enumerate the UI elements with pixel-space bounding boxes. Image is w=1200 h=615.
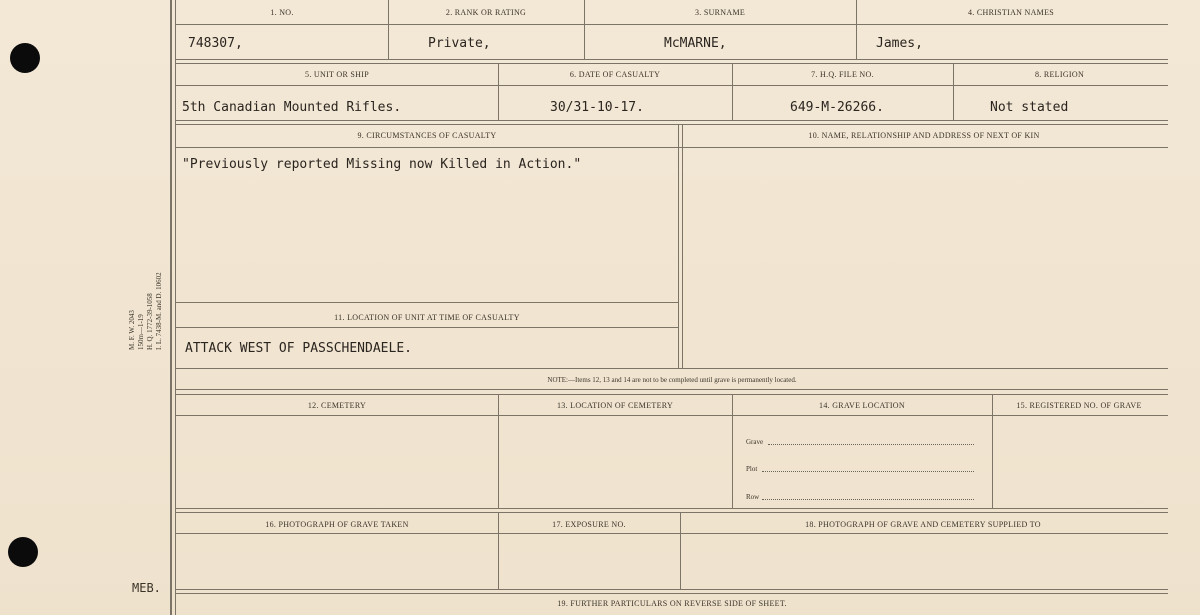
rule [176, 85, 1168, 86]
rule [176, 147, 1168, 148]
value-christian-names: James, [876, 36, 923, 51]
note-text: NOTE:—Items 12, 13 and 14 are not to be completed until grave is permanently located. [547, 376, 797, 384]
margin-line [170, 0, 172, 615]
printer-imprint [128, 270, 164, 350]
rule [176, 124, 1168, 125]
rule [176, 593, 1168, 594]
header-next-of-kin: 10. NAME, RELATIONSHIP AND ADDRESS OF NEXT OF KIN [808, 131, 1040, 140]
rule [498, 394, 499, 508]
rule [992, 394, 993, 508]
rule [176, 589, 1168, 590]
header-rank: 2. RANK OR RATING [445, 8, 527, 17]
imprint-line-3: H. Q. 1772-39-1058 [146, 293, 154, 350]
value-circumstances: "Previously reported Missing now Killed in Action." [182, 157, 582, 172]
footer-further-particulars: 19. FURTHER PARTICULARS ON REVERSE SIDE OF SHEET. [557, 599, 787, 608]
value-location-of-unit: ATTACK WEST OF PASSCHENDAELE. [185, 341, 412, 356]
rule [176, 508, 1168, 509]
rule [176, 533, 1168, 534]
header-no: 1. NO. [270, 8, 294, 17]
header-circumstances: 9. CIRCUMSTANCES OF CASUALTY [357, 131, 497, 140]
header-christian-names: 4. CHRISTIAN NAMES [967, 8, 1055, 17]
rule [176, 512, 1168, 513]
value-religion: Not stated [990, 100, 1069, 115]
rule [678, 124, 679, 368]
value-hq-file: 649-M-26266. [790, 100, 884, 115]
row-label: Row [746, 493, 760, 501]
rule [176, 59, 1168, 60]
header-location-of-unit: 11. LOCATION OF UNIT AT TIME OF CASUALTY [334, 313, 520, 322]
rule [176, 302, 678, 303]
plot-label: Plot [746, 465, 758, 473]
rule [176, 327, 678, 328]
grave-label: Grave [746, 438, 764, 446]
rule [176, 24, 1168, 25]
rule [176, 120, 1168, 121]
header-date: 6. DATE OF CASUALTY [569, 70, 661, 79]
value-surname: McMARNE, [664, 36, 727, 51]
value-date: 30/31-10-17. [550, 100, 644, 115]
value-no: 748307, [188, 36, 243, 51]
rule [176, 389, 1168, 390]
row-line [762, 499, 974, 500]
header-cemetery: 12. CEMETERY [307, 401, 367, 410]
header-unit: 5. UNIT OR SHIP [305, 70, 369, 79]
header-registered-no: 15. REGISTERED NO. OF GRAVE [1016, 401, 1142, 410]
value-unit: 5th Canadian Mounted Rifles. [182, 100, 402, 115]
plot-line [762, 471, 974, 472]
header-exposure: 17. EXPOSURE NO. [552, 520, 626, 529]
rule [176, 368, 1168, 369]
imprint-line-1: M. F. W. 2043 [128, 310, 136, 350]
rule [682, 124, 683, 368]
rule [176, 394, 1168, 395]
punch-hole-top [10, 43, 40, 73]
imprint-line-4: I. L. 7438-M. and D. 10602 [155, 272, 163, 350]
header-surname: 3. SURNAME [694, 8, 746, 17]
header-photo-taken: 16. PHOTOGRAPH OF GRAVE TAKEN [265, 520, 409, 529]
value-rank: Private, [428, 36, 491, 51]
rule [732, 394, 733, 508]
clerk-initials: MEB. [132, 581, 161, 595]
header-religion: 8. RELIGION [1034, 70, 1085, 79]
imprint-line-2: 150m—1-19 [137, 314, 145, 350]
rule [176, 415, 1168, 416]
punch-hole-bottom [8, 537, 38, 567]
header-photo-supplied: 18. PHOTOGRAPH OF GRAVE AND CEMETERY SUPPLIED TO [805, 520, 1041, 529]
header-location-of-cemetery: 13. LOCATION OF CEMETERY [556, 401, 674, 410]
rule [176, 63, 1168, 64]
header-grave-location: 14. GRAVE LOCATION [819, 401, 905, 410]
grave-line [768, 444, 974, 445]
header-hq-file: 7. H.Q. FILE NO. [811, 70, 874, 79]
